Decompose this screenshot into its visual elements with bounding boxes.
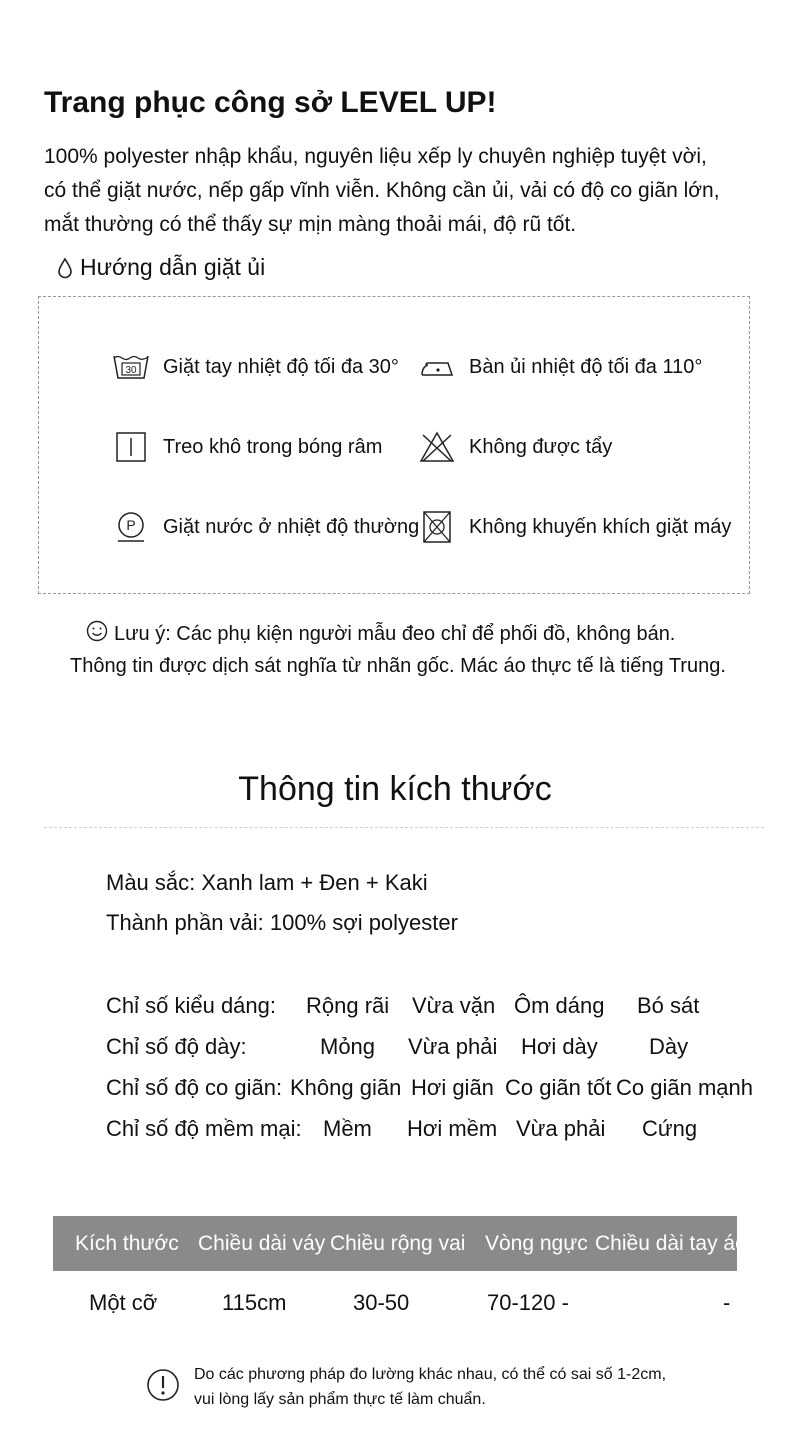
index-label-softness: Chỉ số độ mềm mại:	[106, 1116, 302, 1141]
index-option: Co giãn mạnh	[616, 1075, 753, 1100]
index-option: Hơi mềm	[407, 1116, 498, 1141]
description-line: mắt thường có thể thấy sự mịn màng thoải mái, độ rũ tốt.	[44, 213, 577, 236]
care-label: Giặt nước ở nhiệt độ thường	[163, 515, 420, 538]
index-option: Vừa phải	[516, 1116, 606, 1141]
care-label: Không khuyến khích giặt máy	[469, 515, 732, 538]
index-option: Mềm	[323, 1116, 372, 1141]
hang-dry-shade-icon	[111, 429, 151, 465]
index-option: Co giãn tốt	[505, 1075, 612, 1100]
note-line-1: Lưu ý: Các phụ kiện người mẫu đeo chỉ để phối đồ, không bán.	[114, 622, 676, 645]
professional-clean-p-icon	[111, 509, 151, 545]
index-label-fit: Chỉ số kiểu dáng:	[106, 993, 276, 1018]
care-instructions-box	[38, 296, 750, 594]
index-option: Mỏng	[320, 1034, 376, 1059]
table-cell: -	[723, 1290, 731, 1315]
index-option: Không giãn	[290, 1075, 402, 1100]
water-drop-icon	[56, 257, 74, 279]
section-divider	[44, 827, 764, 828]
wash-temp-text: 30	[125, 365, 137, 376]
index-option: Vừa phải	[408, 1034, 498, 1059]
fabric-line: Thành phần vải: 100% sợi polyester	[106, 910, 458, 935]
care-label: Treo khô trong bóng râm	[163, 435, 383, 458]
page-title: Trang phục công sở LEVEL UP!	[44, 86, 497, 119]
care-item-no-bleach	[417, 429, 612, 465]
index-option: Cứng	[642, 1116, 698, 1141]
care-item-hang-dry	[111, 429, 382, 465]
hand-wash-30-icon	[111, 349, 151, 385]
table-cell: 30-50	[353, 1290, 410, 1315]
accessory-note	[86, 620, 675, 648]
measurement-warning	[146, 1362, 666, 1412]
index-option: Ôm dáng	[514, 993, 605, 1018]
table-cell: 115cm	[222, 1290, 287, 1315]
index-label-stretch: Chỉ số độ co giãn:	[106, 1075, 283, 1100]
column-header: Chiều rộng vai	[330, 1232, 466, 1255]
no-bleach-icon	[417, 429, 457, 465]
index-option: Vừa vặn	[412, 993, 496, 1018]
care-item-normal-wash	[111, 509, 419, 545]
care-label: Bàn ủi nhiệt độ tối đa 110°	[469, 355, 703, 378]
care-item-hand-wash	[111, 349, 399, 385]
color-line: Màu sắc: Xanh lam + Đen + Kaki	[106, 870, 428, 895]
index-option: Hơi giãn	[411, 1075, 494, 1100]
care-item-iron	[417, 349, 702, 385]
index-option: Dày	[649, 1034, 689, 1059]
no-tumble-dry-icon	[417, 509, 457, 545]
index-option: Bó sát	[637, 993, 700, 1018]
description-line: có thể giặt nước, nếp gấp vĩnh viễn. Không cần ủi, vải có độ co giãn lớn,	[44, 179, 720, 202]
description-line: 100% polyester nhập khẩu, nguyên liệu xếp ly chuyên nghiệp tuyệt vời,	[44, 145, 707, 168]
size-table-header	[53, 1216, 747, 1271]
note-line-2: Thông tin được dịch sát nghĩa từ nhãn gốc. Mác áo thực tế là tiếng Trung.	[70, 655, 726, 677]
column-header: Vòng ngực	[485, 1232, 588, 1255]
iron-low-icon	[417, 349, 457, 385]
column-header: Kích thước	[75, 1232, 179, 1255]
table-cell: 70-120 -	[487, 1290, 569, 1315]
smiley-icon	[86, 620, 108, 648]
care-heading	[56, 254, 265, 281]
product-description	[44, 140, 774, 242]
index-label-thickness: Chỉ số độ dày:	[106, 1034, 247, 1059]
care-label: Giặt tay nhiệt độ tối đa 30°	[163, 355, 399, 378]
warning-text	[194, 1362, 666, 1412]
care-heading-text: Hướng dẫn giặt ủi	[80, 254, 266, 280]
column-header: Chiều dài tay áo	[595, 1232, 747, 1255]
p-letter-text: P	[126, 517, 136, 533]
table-cell: Một cỡ	[89, 1290, 158, 1315]
care-item-no-machine	[417, 509, 731, 545]
size-info-title: Thông tin kích thước	[238, 770, 552, 808]
index-option: Rộng rãi	[306, 993, 390, 1018]
care-label: Không được tẩy	[469, 435, 613, 458]
column-header: Chiều dài váy	[198, 1232, 326, 1255]
warning-line-1: Do các phương pháp đo lường khác nhau, có thể có sai số 1-2cm,	[194, 1366, 667, 1383]
exclamation-circle-icon	[146, 1368, 180, 1407]
index-option: Hơi dày	[521, 1034, 598, 1059]
warning-line-2: vui lòng lấy sản phẩm thực tế làm chuẩn.	[194, 1391, 486, 1408]
